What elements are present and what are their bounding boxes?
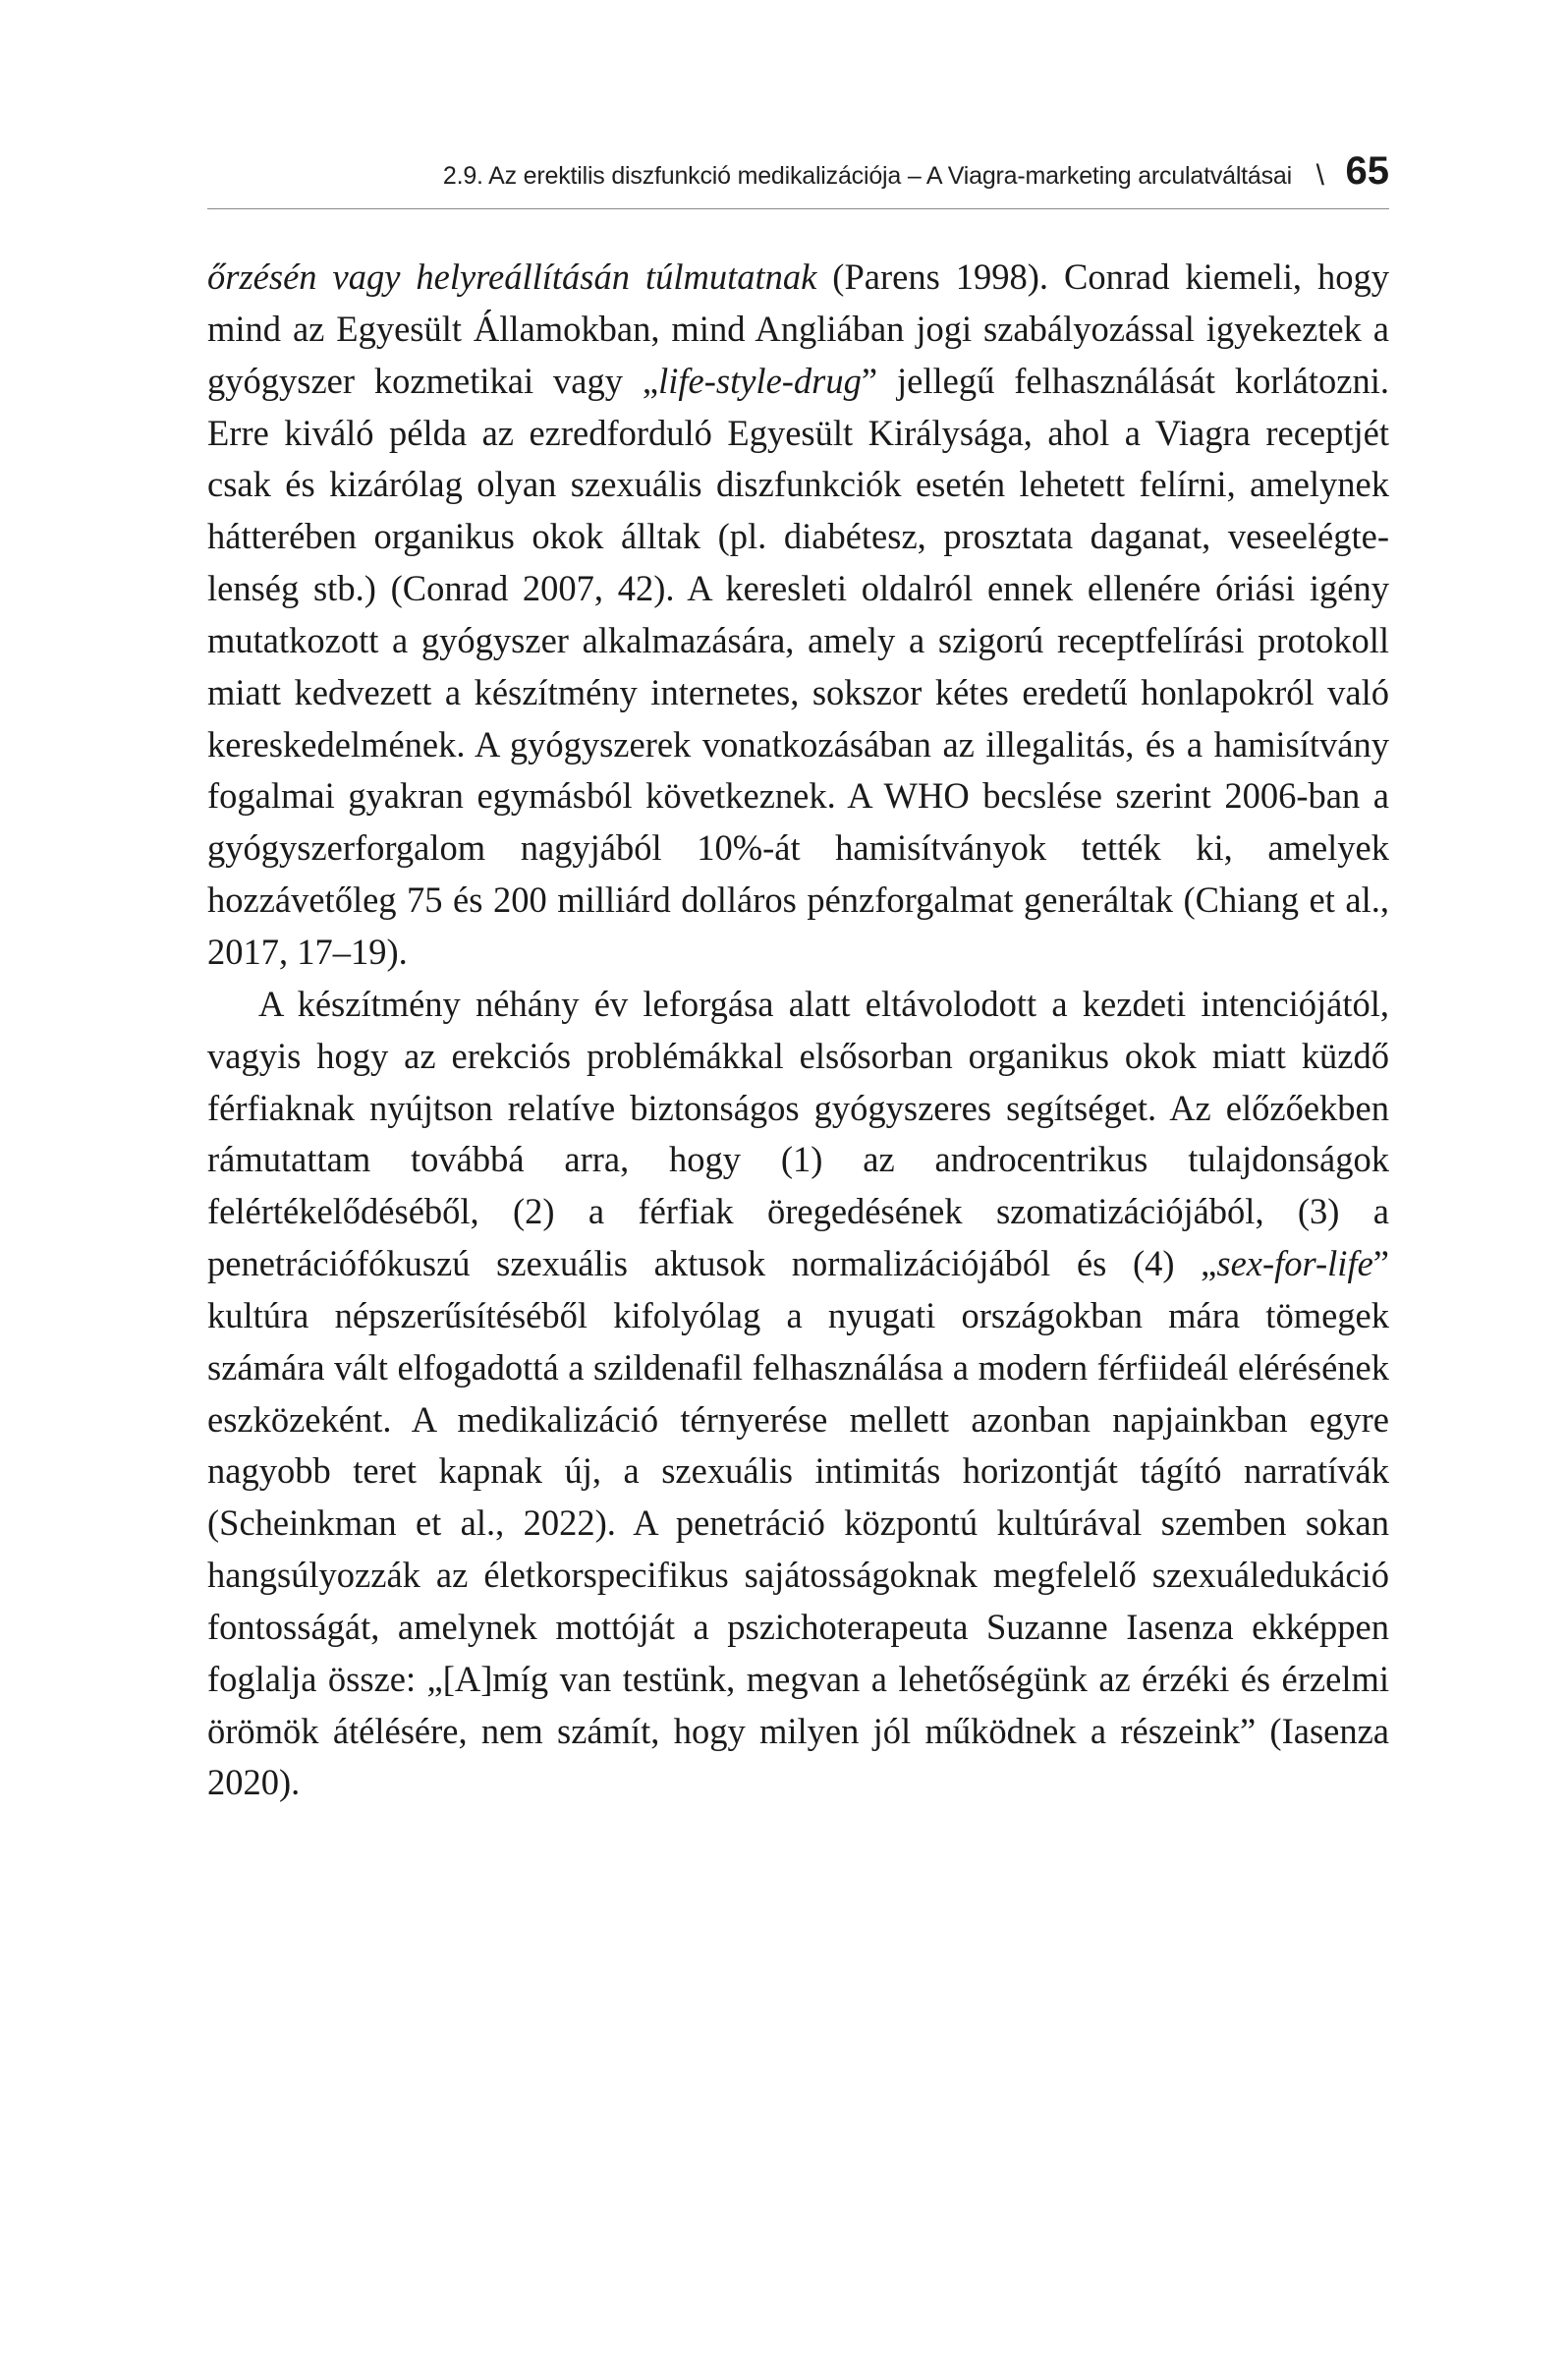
body-text: [207, 252, 1389, 1809]
header-rule: [207, 208, 1389, 209]
running-title: 2.9. Az erektilis diszfunkció medikalizációja – A Viagra-marketing arculatváltásai: [442, 162, 1292, 190]
paragraph-2-span-1: sex-for-life: [1216, 1243, 1373, 1284]
paragraph-1-span-0: őrzésén vagy helyreállításán túlmutatnak: [207, 256, 817, 297]
page-number: 65: [1345, 149, 1389, 193]
paragraph-1-span-3: ” jellegű felhasználását korlátozni. Erre kiváló példa az ezredforduló Egyesült Királysága, ahol a Viagra receptjét csak és kizárólag olyan szexuális diszfunkciók esetén lehetett felírni, amelynek hátterében organikus okok álltak (pl. diabétesz, prosztata daganat, veseelégtelenség stb.) (Conrad 2007, 42). A keresleti oldalról ennek ellenére óriási igény mutatkozott a gyógyszer alkalmazására, amely a szigorú receptfelírási protokoll miatt kedvezett a készítmény internetes, sokszor kétes eredetű honlapokról való kereskedelmének. A gyógyszerek vonatkozásában az illegalitás, és a hamisítvány fogalmai gyakran egymásból következnek. A WHO becslése szerint 2006-ban a gyógyszerforgalom nagyjából 10%-át hamisítványok tették ki, amelyek hozzávetőleg 75 és 200 milliárd dolláros pénzforgalmat generáltak (Chiang et al., 2017, 17–19).: [207, 360, 1389, 972]
header-separator: \: [1315, 159, 1324, 192]
paragraph-2-span-0: A készítmény néhány év leforgása alatt eltávolodott a kezdeti intenciójától, vagyis hogy az erekciós problémákkal elsősorban organikus okok miatt küzdő férfiaknak nyújtson relatíve biztonságos gyógyszeres segítséget. Az előzőekben rámutattam továbbá arra, hogy (1) az androcentrikus tulajdonságok felértékelődéséből, (2) a férfiak öregedésének szomatizációjából, (3) a penetrációfókuszú szexuális aktusok normalizációjából és (4) „: [207, 983, 1389, 1284]
paragraph-2-span-2: ” kultúra népszerűsítéséből kifolyólag a nyugati országokban mára tömegek számára vált elfogadottá a szildenafil felhasználása a modern férfiideál elérésének eszközeként. A medikalizáció térnyerése mellett azonban napjainkban egyre nagyobb teret kapnak új, a szexuális intimitás horizontját tágító narratívák (Scheinkman et al., 2022). A penetráció központú kultúrával szemben sokan hangsúlyozzák az életkorspecifikus sajátosságoknak megfelelő szexuáledukáció fontosságát, amelynek mottóját a pszichoterapeuta Suzanne Iasenza ekképpen foglalja össze: „[A]míg van testünk, megvan a lehetőségünk az érzéki és érzelmi örömök átélésére, nem számít, hogy milyen jól működnek a részeink” (Iasenza 2020).: [207, 1243, 1389, 1803]
paragraph-1-span-1: (Parens 1998). Conrad kiemeli, hogy mind az Egyesült Államokban, mind Angliában jogi szabályozással igyekeztek a gyógyszer kozmetikai vagy „: [207, 256, 1389, 401]
running-header: [207, 149, 1389, 208]
paragraph-1: [207, 252, 1389, 979]
paragraph-1-span-2: life-style-drug: [658, 360, 862, 401]
paragraph-2: [207, 979, 1389, 1810]
